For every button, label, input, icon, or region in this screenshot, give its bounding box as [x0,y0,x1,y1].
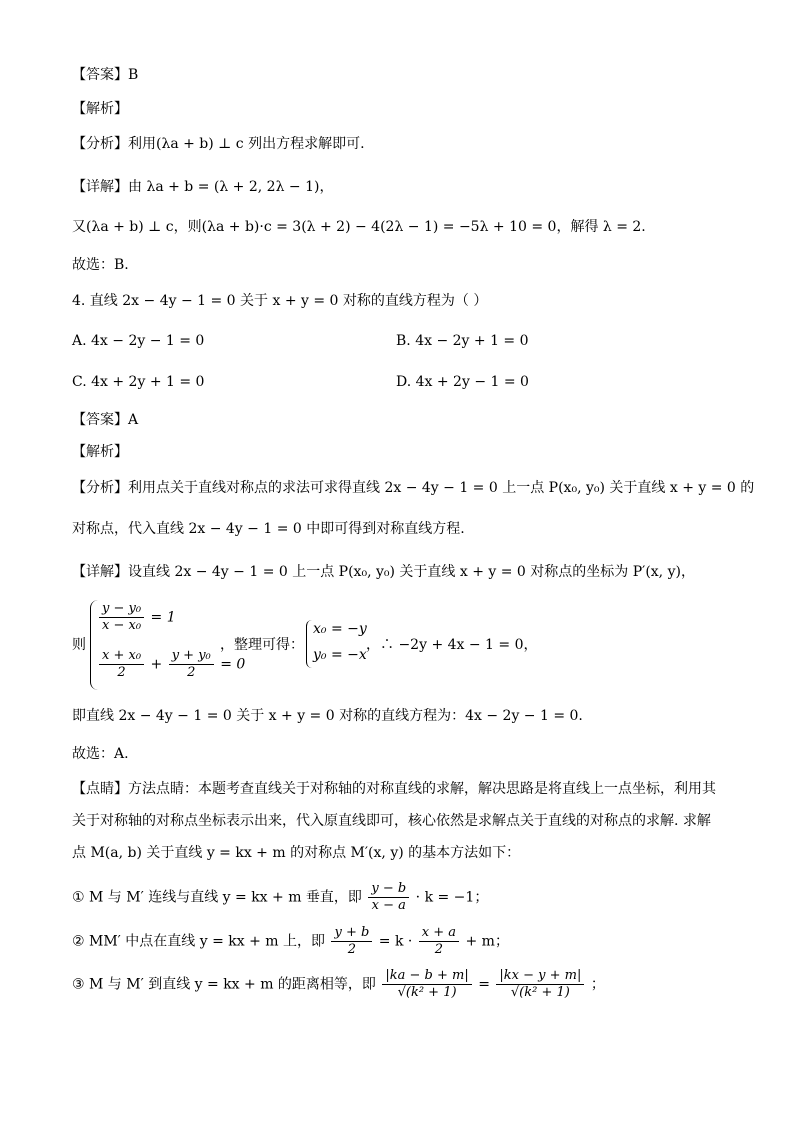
xiangjie-3b: 又(λa + b) ⊥ c，则(λa + b)·c = 3(λ + 2) − 4(2λ − 1) = −5λ + 10 = 0，解得 λ = 2. [72,219,646,235]
simplify-label: ，整理可得： [220,637,304,653]
xiangjie-4: 【详解】设直线 2x − 4y − 1 = 0 上一点 P(x₀, y₀) 关于直线 x + y = 0 对称点的坐标为 P′(x, y)， [72,564,695,580]
answer-3: 【答案】B [72,67,139,83]
answer-4: 【答案】A [72,412,139,428]
system1-row2: $\frac{\text{x + x₀}}{2}$ + $\frac{\text{y + y₀}}{2}$ = 0 [97,648,245,681]
option-d: D. 4x + 2y − 1 = 0 [396,374,529,390]
method-step-2: ② MM′ 中点在直线 y = kx + m 上，即 $\frac{y + b}{2}$ = k · $\frac{x + a}{2}$ + m； [72,925,509,957]
xiangjie-3a: 【详解】由 λa + b = (λ + 2, 2λ − 1)， [72,179,334,195]
analysis-label-3: 【解析】 [72,101,128,117]
choice-3: 故选：B. [72,257,129,273]
method-step-3: ③ M 与 M′ 到直线 y = kx + m 的距离相等，即 $\frac{|ka - b + m|}{\text{√(k² + 1)}}$ = $\frac{|kx - y + m|}{\text{√(k² + 1)}}$ ； [72,968,605,1000]
option-a: A. 4x − 2y − 1 = 0 [72,333,205,349]
system2-row2: y₀ = −x [313,647,367,663]
fenxi-4a: 【分析】利用点关于直线对称点的求法可求得直线 2x − 4y − 1 = 0 上一点 P(x₀, y₀) 关于直线 x + y = 0 的 [72,480,755,496]
dianjing-1: 【点睛】方法点睛：本题考查直线关于对称轴的对称直线的求解，解决思路是将直线上一点坐标，利用其 [72,781,716,797]
dianjing-2: 关于对称轴的对称点坐标表示出来，代入原直线即可，核心依然是求解点关于直线的对称点的求解. 求解 [72,813,711,829]
fenxi-4b: 对称点，代入直线 2x − 4y − 1 = 0 中即可得到对称直线方程. [72,521,465,537]
system2-row1: x₀ = −y [313,621,367,637]
question-4: 4. 直线 2x − 4y − 1 = 0 关于 x + y = 0 对称的直线方程为（ ） [72,293,488,309]
analysis-label-4: 【解析】 [72,444,128,460]
system1-row1: $\frac{\text{y − y₀}}{\text{x − x₀}}$ = 1 [97,601,176,634]
option-b: B. 4x − 2y + 1 = 0 [396,333,529,349]
result-equation: ，∴ −2y + 4x − 1 = 0， [366,637,538,653]
fenxi-3: 【分析】利用(λa + b) ⊥ c 列出方程求解即可. [72,136,365,152]
conclusion-4: 即直线 2x − 4y − 1 = 0 关于 x + y = 0 对称的直线方程为：4x − 2y − 1 = 0. [72,708,583,724]
option-c: C. 4x + 2y + 1 = 0 [72,374,205,390]
method-step-1: ① M 与 M′ 连线与直线 y = kx + m 垂直，即 $\frac{y - b}{x - a}$ · k = −1； [72,881,489,913]
choice-4: 故选：A. [72,746,129,762]
dianjing-3: 点 M(a, b) 关于直线 y = kx + m 的对称点 M′(x, y) 的基本方法如下： [72,845,521,861]
then-label: 则 [72,637,86,653]
